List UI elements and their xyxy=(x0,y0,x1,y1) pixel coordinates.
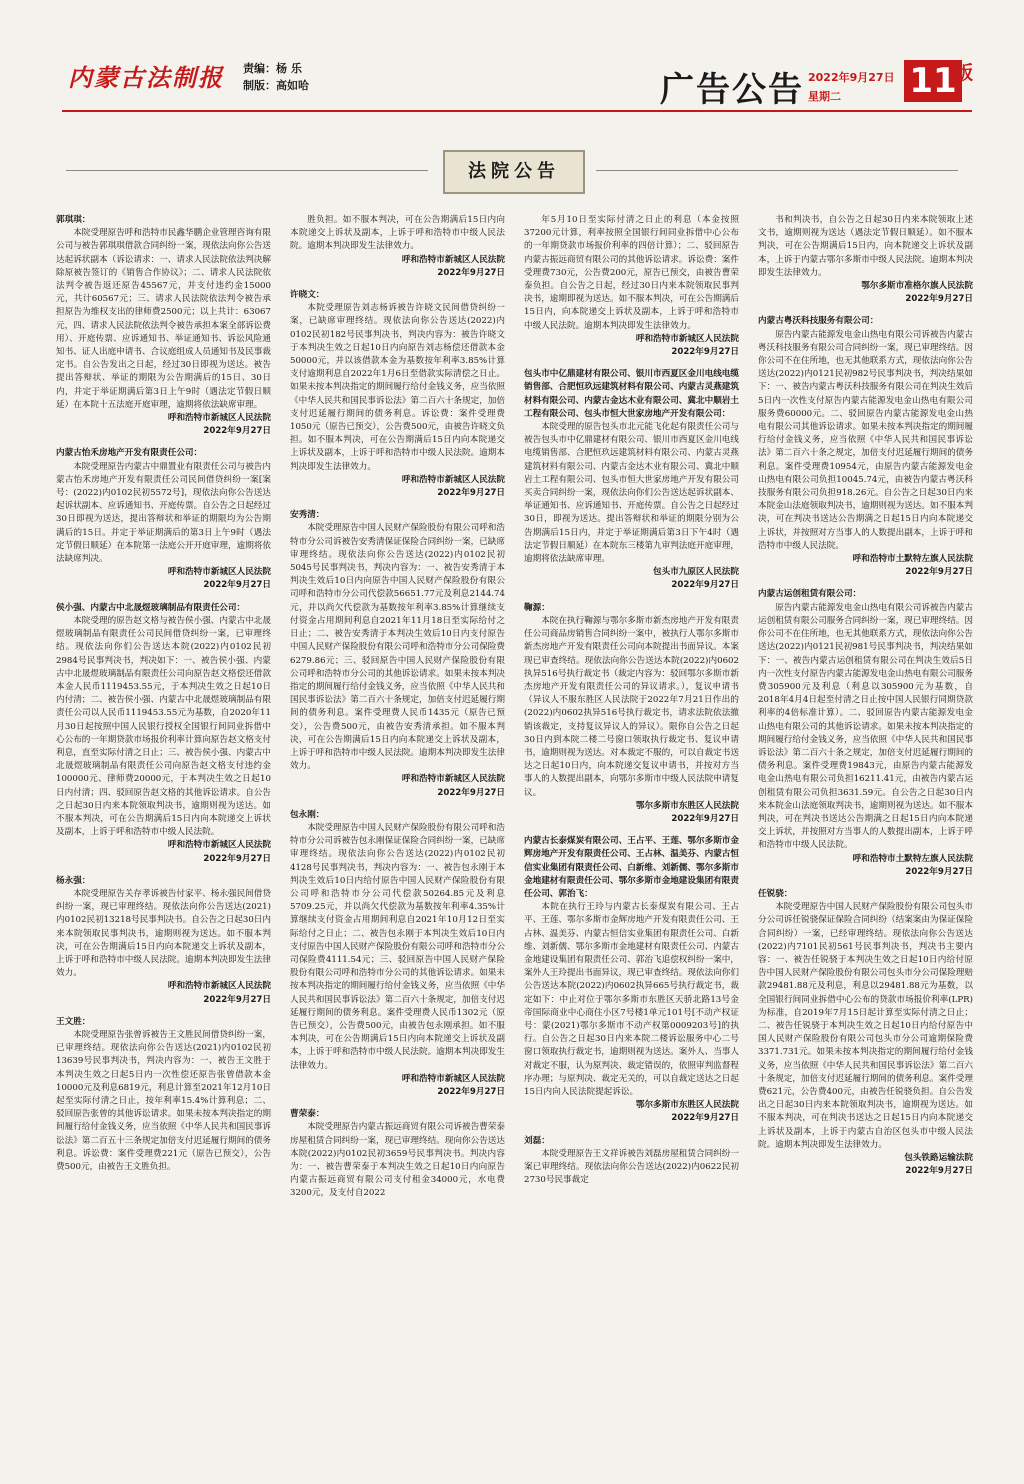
section-title: 广告公告 xyxy=(660,70,804,110)
notice-body: 本院受理的原告赵文格与被告侯小强、内蒙古中北晟煜玻璃制品有限责任公司民间借贷纠纷一案，已审理终结。现依法向你们公告送达本院(2022)内0102民初2984号民事判决书，判决如下：一、被告侯小强、内蒙古中北晟煜玻璃制品有限责任公司向原告赵文格偿还借款本金人民币1119453.55元，于本判决生效之日起10日内付清；二、被告侯小强、内蒙古中北晟煜玻璃制品有限责任公司以人民币1119453.55元为基数，自2020年11月30日起按照中国人民银行授权全国银行间同业拆借中心公布的一年期贷款市场报价利率计算向原告赵文格支付利息，直至实际付清之日止；三、被告侯小强、内蒙古中北晟煜玻璃制品有限责任公司向原告赵文格支付违约金100000元、律师费20000元，于本判决生效之日起10日内付清；四、驳回原告赵文格的其他诉讼请求。自公告之日起30日内来本院领取判决书，逾期则视为送达。如不服本判决，可在公告期满后15日内向本院递交上诉状及副本，上诉于呼和浩特市中级人民法院。 xyxy=(56,615,271,838)
notice-addressee: 侯小强、内蒙古中北晟煜玻璃制品有限责任公司： xyxy=(56,602,246,613)
notice-date: 2022年9月27日 xyxy=(671,580,739,591)
notice-addressee: 内蒙古运创租赁有限公司： xyxy=(758,589,862,600)
notice-court: 呼和浩特市新城区人民法院 xyxy=(167,413,271,424)
notice-body: 本院受理原告内蒙古振远商贸有限公司诉被告曹荣泰房屋租赁合同纠纷一案，现已审理终结。现向你公告送达本院(2022)内0102民初3659号民事判决书。判决内容为：一、被告曹荣泰于本判决生效之日起10日内向原告内蒙古振远商贸有限公司支付租金34000元，水电费3200元，及支付自2022 xyxy=(290,1122,505,1199)
notice-body: 胜负担。如不服本判决，可在公告期满后15日内向本院递交上诉状及副本，上诉于呼和浩特市中级人民法院。逾期本判决即发生法律效力。 xyxy=(290,215,505,252)
notice-body: 本院在执行王玲与内蒙古长泰煤炭有限公司、王占平、王莲、鄂尔多斯市金辉房地产开发有限责任公司、王占林、温美芬、内蒙古恒信实业集团有限责任公司、白新维、刘新儒、鄂尔多斯市金地建材有限责任公司、内蒙古金地建设集团有限责任公司、郭治飞追偿权纠纷一案中，案外人王玲提出书面异议，现已审查终结。现依法向你们公告送达本院(2022)内0602执异665号执行裁定书，裁定如下：中止对位于鄂尔多斯市东胜区天骄北路13号金帝国际商业中心商住小区7号楼1单元101号[不动产权证号：蒙(2021)鄂尔多斯市不动产权第0009203号]的执行。自公告之日起30日内来本院二楼诉讼服务中心二号窗口领取执行裁定书，逾期则视为送达。案外人、当事人对裁定不服，认为原判决、裁定错误的，依照审判监督程序办理；与原判决、裁定无关的，可以自裁定送达之日起15日内向人民法院提起诉讼。 xyxy=(524,902,739,1097)
notice-addressee: 包永刚： xyxy=(290,809,325,820)
notice-body: 本院受理原告中国人民财产保险股份有限公司呼和浩特市分公司诉被告包永刚保证保险合同纠纷一案，已缺席审理终结。现依法向你公告送达(2022)内0102民初4128号民事判决书，判决内容为：一、被告包永刚于本判决生效后10日内给付原告中国人民财产保险股份有限公司呼和浩特市分公司代偿款50264.85元及利息5709.25元，并以尚欠代偿款为基数按年利率4.35%计算继续支付资金占用期间利息自2021年10月12日至实际给付之日止；二、被告包永刚于本判决生效后10日内支付原告中国人民财产保险股份有限公司呼和浩特市分公司保险费4111.54元；三、驳回原告中国人民财产保险股份有限公司呼和浩特市分公司的其他诉讼请求。如果未按本判决指定的期间履行给付金钱义务，应当依照《中华人民共和国民事诉讼法》第二百六十条规定，加倍支付迟延履行期间的债务利息。案件受理费人民币1302元（原告已预交），公告费500元，由被告包永刚承担。如不服本判决，可在公告期满后15日内向本院递交上诉状及副本，上诉于呼和浩特市中级人民法院。逾期本判决即发生法律效力。 xyxy=(290,822,505,1071)
notice-body: 本院受理原告王文祥诉被告刘磊房屋租赁合同纠纷一案已审理终结。现依法向你公告送达(2022)内0622民初2730号民事裁定 xyxy=(524,1148,739,1186)
notice-addressee: 许晓文： xyxy=(290,290,325,301)
editor-credits xyxy=(243,60,309,94)
notice-date: 2022年9月27日 xyxy=(437,787,505,798)
notice-court: 呼和浩特市新城区人民法院 xyxy=(167,840,271,851)
notice-date: 2022年9月27日 xyxy=(203,994,271,1005)
notice-date: 2022年9月27日 xyxy=(905,1166,973,1177)
notice-addressee: 曹荣泰： xyxy=(290,1109,325,1120)
notice-court: 呼和浩特市新城区人民法院 xyxy=(401,774,505,785)
notice-addressee: 任锐骁： xyxy=(758,888,793,899)
header-rule xyxy=(62,110,972,112)
notice-court: 呼和浩特市土默特左旗人民法院 xyxy=(852,853,973,864)
notice-addressee: 内蒙古怡禾房地产开发有限责任公司： xyxy=(56,448,203,459)
page-number: 11 xyxy=(904,60,962,102)
notice-court: 呼和浩特市新城区人民法院 xyxy=(401,474,505,485)
notice-date: 2022年9月27日 xyxy=(437,488,505,499)
section-banner: 法院公告 xyxy=(443,150,585,194)
notice-addressee: 鞠源： xyxy=(524,602,550,613)
notice-date: 2022年9月27日 xyxy=(437,1087,505,1097)
notice-addressee: 安秀清： xyxy=(290,510,325,521)
newspaper-logo: 内蒙古法制报 xyxy=(68,64,224,92)
page-unit: 版 xyxy=(954,62,974,84)
notice-body: 本院受理原告张曾诉被告王文胜民间借贷纠纷一案，已审理终结。现依法向你公告送达(2021)内0102民初13639号民事判决书，判决内容为：一、被告王文胜于本判决生效之日起5日内一次性偿还原告张曾借款本金10000元及利息6819元，利息计算至2021年12月10日起至实际付清之日止，按年利率15.4%计算利息；二、驳回原告张曾的其他诉讼请求。如果未按本判决指定的期间履行给付金钱义务，应当依照《中华人民共和国民事诉讼法》第二百五十三条规定加倍支付迟延履行期间的债务利息。诉讼费：案件受理费221元（原告已预交），公告费500元，由被告王文胜负担。 xyxy=(56,1029,271,1173)
notice-court: 呼和浩特市土默特左旗人民法院 xyxy=(852,554,973,565)
column-3 xyxy=(524,214,739,1478)
column-2 xyxy=(290,214,505,1478)
editor-line: 责编：杨 乐 xyxy=(243,62,302,75)
notice-court: 鄂尔多斯市东胜区人民法院 xyxy=(635,800,739,811)
notice-court: 鄂尔多斯市准格尔旗人民法院 xyxy=(861,281,973,292)
weekday-line: 星期二 xyxy=(808,90,841,103)
notice-court: 包头铁路运输法院 xyxy=(904,1153,973,1164)
notice-date: 2022年9月27日 xyxy=(437,267,505,278)
notice-court: 鄂尔多斯市东胜区人民法院 xyxy=(635,1100,739,1111)
notice-addressee: 郭琪琪： xyxy=(56,215,91,225)
notice-body: 原告内蒙古能源发电金山热电有限公司诉被告内蒙古粤沃科技服务有限公司合同纠纷一案，现已审理终结。因你公司不在住所地，也无其他联系方式，现依法向你公告送达(2022)内0121民初982号民事判决书，判决结果如下：一、被告内蒙古粤沃科技服务有限公司在判决生效后5日内一次性支付原告内蒙古能源发电金山热电有限公司服务费60000元。二、驳回原告内蒙古能源发电金山热电有限公司其他诉讼请求。如果未按本判决指定的期间履行给付金钱义务，应当依照《中华人民共和国民事诉讼法》第二百六十条之规定，加倍支付迟延履行期间的债务利息。案件受理费10954元，由原告内蒙古能源发电金山热电有限公司负担10045.74元，由被告内蒙古粤沃科技服务有限公司负担918.26元。自公告之日起30日内来本院金山法庭领取判决书，逾期则视为送达。如不服本判决，可在判决书送达公告期满之日起15日内向本院递交上诉状，并按照对方当事人的人数提出副本，上诉于呼和浩特市中级人民法院。 xyxy=(758,329,973,551)
notice-date: 2022年9月27日 xyxy=(671,813,739,824)
production-line: 制版：高如哈 xyxy=(243,79,309,92)
notice-body: 本院受理的原告包头市北元能飞化起有限责任公司与被告包头市中亿鼎建材有限公司、银川市西夏区金川电线电缆销售部、合肥恒玖远建筑材料有限公司、内蒙古灵燕建筑材料有限公司、内蒙古金达木业有限公司、冀北中顺岩土工程有限公司、包头市恒大世家房地产开发有限公司买卖合同纠纷一案，现依法向你们公告送达起诉状副本、举证通知书、应诉通知书、开庭传票。自公告之日起经过30日，即视为送达。提出答辩状和举证的期限分别为公告期满后15日内，并定于举证期满后第3日下午4时（遇法定节假日顺延）在本院东三楼第九审判法庭开庭审理，逾期将依法缺席审理。 xyxy=(524,422,739,565)
notice-body: 本院受理原告中国人民财产保险股份有限公司呼和浩特市分公司诉被告安秀清保证保险合同纠纷一案，已缺席审理终结。现依法向你公告送达(2022)内0102民初5045号民事判决书，判决内容为：一、被告安秀清于本判决生效后10日内向原告中国人民财产保险股份有限公司呼和浩特市分公司代偿款56651.77元及利息2144.74元，并以尚欠代偿款为基数按年利率3.85%计算继续支付资金占用期间利息自2021年11月18日至实际给付之日止；二、被告安秀清于本判决生效后10日内支付原告中国人民财产保险股份有限公司呼和浩特市分公司保险费6279.86元；三、驳回原告中国人民财产保险股份有限公司呼和浩特市分公司的其他诉讼请求。如果未按本判决指定的期间履行给付金钱义务，应当依照《中华人民共和国民事诉讼法》第二百六十条规定，加倍支付迟延履行期间的债务利息。案件受理费人民币1435元（原告已预交），公告费500元，由被告安秀清承担。如不服本判决，可在公告期满后15日内向本院递交上诉状及副本，上诉于呼和浩特市中级人民法院。逾期本判决即发生法律效力。 xyxy=(290,523,505,772)
notice-addressee: 包头市中亿鼎建材有限公司、银川市西夏区金川电线电缆销售部、合肥恒玖远建筑材料有限公司、内蒙古灵燕建筑材料有限公司、内蒙古金达木业有限公司、冀北中顺岩土工程有限公司、包头市恒大世家房地产开发有限公司： xyxy=(524,369,739,419)
notice-court: 呼和浩特市新城区人民法院 xyxy=(635,333,739,344)
notice-addressee: 内蒙古长泰煤炭有限公司、王占平、王莲、鄂尔多斯市金辉房地产开发有限责任公司、王占林、温美芬、内蒙古恒信实业集团有限责任公司、白新维、刘新儒、鄂尔多斯市金地建材有限责任公司、鄂尔多斯市金地建设集团有限责任公司、郭治飞： xyxy=(524,836,739,899)
notice-court: 呼和浩特市新城区人民法院 xyxy=(401,254,505,265)
notice-date: 2022年9月27日 xyxy=(905,294,973,305)
notice-date: 2022年9月27日 xyxy=(905,567,973,578)
date-line: 2022年9月27日 xyxy=(808,71,895,84)
notice-date: 2022年9月27日 xyxy=(203,580,271,591)
notice-body: 本院受理原告关存孝诉被告付家平、杨永强民间借贷纠纷一案，现已审理终结。现依法向你公告送达(2021)内0102民初13218号民事判决书。自公告之日起30日内来本院领取民事判决书，逾期则视为送达。如不服本判决，可在公告期满后15日内向本院递交上诉状及副本，上诉于呼和浩特市中级人民法院。逾期本判决即发生法律效力。 xyxy=(56,888,271,979)
notice-court: 包头市九原区人民法院 xyxy=(653,567,739,578)
notice-body: 本院受理原告内蒙古中鼎置业有限责任公司与被告内蒙古怡禾房地产开发有限责任公司民间借贷纠纷一案[案号：(2022)内0102民初5572号]，现依法向你公告送达起诉状副本、应诉通知书、开庭传票。自公告之日起经过30日即视为送达，提出答辩状和举证的期限均为公告期满后的15日。并定于举证期满后的第3日上午9时（遇法定节假日顺延）在本院第一法庭公开开庭审理，逾期将依法缺席判决。 xyxy=(56,461,271,565)
notice-date: 2022年9月27日 xyxy=(203,853,271,864)
notice-date: 2022年9月27日 xyxy=(671,347,739,358)
notice-addressee: 内蒙古粤沃科技服务有限公司： xyxy=(758,316,879,327)
notice-date: 2022年9月27日 xyxy=(203,426,271,437)
masthead xyxy=(0,0,1024,115)
notice-body: 本院在执行鞠源与鄂尔多斯市新杰房地产开发有限责任公司商品房销售合同纠纷一案中，被执行人鄂尔多斯市新杰房地产开发有限责任公司向本院提出书面异议。本案现已审查终结。现依法向你公告送达本院(2022)内0602执异516号执行裁定书（裁定内容为：驳回鄂尔多斯市新杰房地产开发有限责任公司的异议请求。），复议申请书（异议人不服东胜区人民法院于2022年7月21日作出的(2022)内0602执异516号执行裁定书，请求法院依法撤销该裁定，支持复议异议人的异议）。限你自公告之日起30日内到本院二楼二号窗口领取执行裁定书、复议申请书，逾期则视为送达。对本裁定不服的，可以自裁定书送达之日起10日内，向本院递交复议申请书，并按对方当事人的人数提出副本，向鄂尔多斯市中级人民法院申请复议。 xyxy=(524,615,739,798)
notice-court: 呼和浩特市新城区人民法院 xyxy=(167,567,271,578)
notice-addressee: 杨永强： xyxy=(56,875,91,886)
notice-body: 原告内蒙古能源发电金山热电有限公司诉被告内蒙古运创租赁有限公司服务合同纠纷一案，现已审理终结。因你公司不在住所地，也无其他联系方式，现依法向你公告送达(2022)内0121民初981号民事判决书，判决结果如下：一、被告内蒙古运创租赁有限公司在判决生效后5日内一次性支付原告内蒙古能源发电金山热电有限公司服务费305900元及利息（利息以305900元为基数，自2018年4月4日起至付清之日止按中国人民银行同期贷款利率的4倍标准计算）。二、驳回原告内蒙古能源发电金山热电有限公司的其他诉讼请求。如果未按本判决指定的期间履行给付金钱义务，应当依照《中华人民共和国民事诉讼法》第二百六十条之规定，加倍支付迟延履行期间的债务利息。案件受理费19843元，由原告内蒙古能源发电金山热电有限公司负担16211.41元，由被告内蒙古运创租赁有限公司负担3631.59元。自公告之日起30日内来本院金山法庭领取判决书，逾期则视为送达。如不服本判决，可在判决书送达公告期满之日起15日内向本院递交上诉状，并按照对方当事人的人数提出副本，上诉于呼和浩特市中级人民法院。 xyxy=(758,602,973,851)
notice-body: 年5月10日至实际付清之日止的利息（本金按照37200元计算，利率按照全国银行间同业拆借中心公布的一年期贷款市场报价利率的四倍计算）；二、驳回原告内蒙古振远商贸有限公司的其他诉讼请求。诉讼费：案件受理费730元，公告费200元，原告已预交，由被告曹荣泰负担。自公告之日起，经过30日内来本院领取民事判决书，逾期即视为送达。如不服本判决，可在公告期满后15日内，向本院递交上诉状及副本，上诉于呼和浩特市中级人民法院。逾期本判决即发生法律效力。 xyxy=(524,215,739,331)
column-1 xyxy=(56,214,271,1478)
notice-addressee: 刘磊： xyxy=(524,1135,550,1146)
notice-body: 书和判决书，自公告之日起30日内来本院领取上述文书，逾期则视为送达（遇法定节假日顺延）。如不服本判决，可在公告期满后15日内，向本院递交上诉状及副本，上诉于内蒙古鄂尔多斯市中级人民法院。逾期本判决即发生法律效力。 xyxy=(758,215,973,278)
notice-court: 呼和浩特市新城区人民法院 xyxy=(167,981,271,992)
notice-court: 呼和浩特市新城区人民法院 xyxy=(401,1073,505,1084)
banner-rule-right xyxy=(596,170,958,171)
banner-rule-left xyxy=(66,170,428,171)
notice-date: 2022年9月27日 xyxy=(905,866,973,877)
issue-date xyxy=(808,68,895,106)
notice-body: 本院受理原告刘志杨诉被告许晓文民间借贷纠纷一案，已缺席审理终结。现依法向你公告送达(2022)内0102民初182号民事判决书，判决内容为：被告许晓文于本判决生效之日起10日内向原告刘志杨偿还借款本金50000元，并以该借款本金为基数按年利率3.85%计算支付逾期利息自2022年1月6日至借款实际清偿之日止。如果未按本判决指定的期间履行给付金钱义务，应当依照《中华人民共和国民事诉讼法》第二百六十条规定，加倍支付迟延履行期间的债务利息。诉讼费：案件受理费1050元（原告已预交），公告费500元，由被告许晓文负担。如不服本判决，可在公告期满后15日内向本院递交上诉状及副本，上诉于呼和浩特市中级人民法院。逾期本判决即发生法律效力。 xyxy=(290,303,505,472)
notice-body: 本院受理原告中国人民财产保险股份有限公司包头市分公司诉任锐骁保证保险合同纠纷（结案案由为保证保险合同纠纷）一案，已经审理终结。现依法向你公告送达(2022)内7101民初561号民事判决书，判决书主要内容：一、被告任锐骁于本判决生效之日起10日内给付原告中国人民财产保险股份有限公司包头市分公司保险理赔款29481.88元及利息，利息以29481.88元为基数，以全国银行间同业拆借中心公布的贷款市场报价利率(LPR)为标准，自2019年7月15日起计算至实际付清之日止；二、被告任锐骁于本判决生效之日起10日内给付原告中国人民财产保险股份有限公司包头市分公司逾期保险费3371.731元。如果未按本判决指定的期间履行给付金钱义务，应当依照《中华人民共和国民事诉讼法》第二百六十条规定，加倍支付迟延履行期间的债务利息。案件受理费621元，公告费400元，由被告任锐骁负担。自公告发出之日起30日内来本院领取判决书，逾期视为送达。如不服本判决，可在判决书送达之日起15日内向本院递交上诉状及副本，上诉于内蒙古自治区包头市中级人民法院。逾期本判决即发生法律效力。 xyxy=(758,902,973,1150)
notice-addressee: 王文胜： xyxy=(56,1016,91,1027)
column-4 xyxy=(758,214,973,1478)
notice-date: 2022年9月27日 xyxy=(671,1113,739,1124)
notice-body: 本院受理原告呼和浩特市民鑫华鹏企业管理咨询有限公司与被告郭琪琪借款合同纠纷一案，现依法向你公告送达起诉状副本（诉讼请求：一、请求人民法院依法判决解除原被告签订的《销售合作协议》；二、请求人民法院依法判令被告返还原告45567元，并支付违约金15000元，共计60567元；三、请求人民法院依法判令被告承担原告为维权支出的律师费2500元；以上共计：63067元，四、请求人民法院依法判令被告承担本案全部诉讼费用）、开庭传票、应诉通知书、举证通知书、诉讼风险通知书、证人出庭申请书、合议庭组成人员通知书及民事裁定书。自公告发出之日起，经过30日即视为送达。被告提出答辩状、举证的期限为公告期满后的15日、30日内，并定于举证期满后第3日上午9时（遇法定节假日顺延）在本院十五法庭开庭审理，逾期将依法缺席审理。 xyxy=(56,228,271,410)
